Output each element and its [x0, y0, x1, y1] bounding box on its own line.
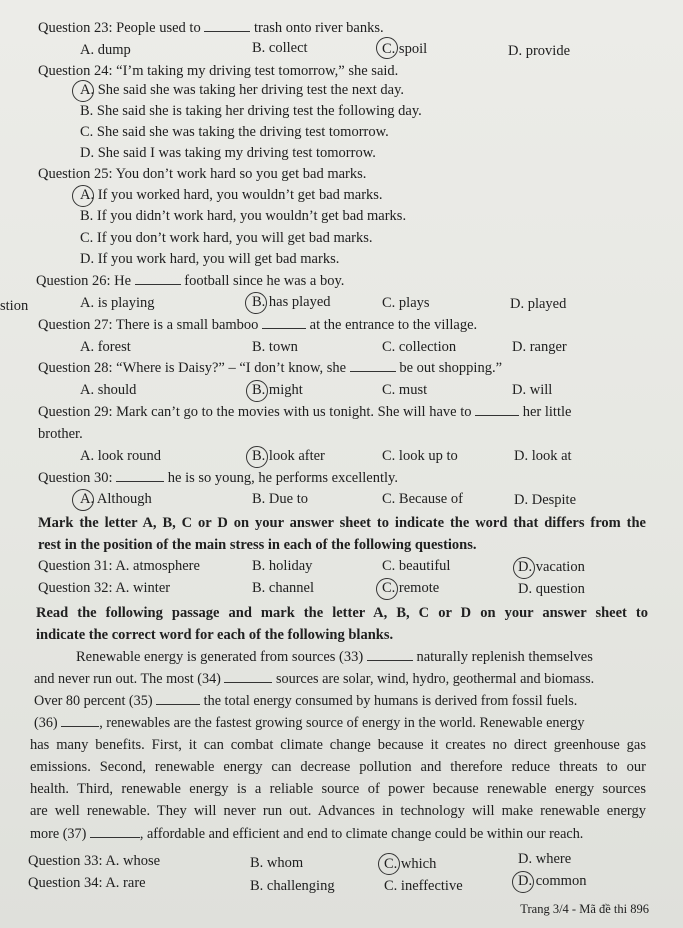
- q26-blank: [135, 272, 181, 285]
- q23-option-a[interactable]: A. dump: [80, 42, 131, 58]
- q34-label[interactable]: Question 34: A. rare: [28, 875, 146, 891]
- q30-option-a[interactable]: A. Although: [80, 491, 152, 507]
- q26-option-b[interactable]: B. has played: [252, 294, 331, 310]
- q32-answer-circle: [376, 578, 398, 600]
- q31-label[interactable]: Question 31: A. atmosphere: [38, 558, 200, 574]
- blank-37: [90, 825, 140, 838]
- q32-option-b[interactable]: B. channel: [252, 580, 315, 596]
- passage-line-8: are well renewable. They will never run out. Advances in technology will make renewable energy: [30, 803, 646, 819]
- q28-stem: Question 28: “Where is Daisy?” – “I don’t know, she be out shopping.”: [38, 360, 503, 376]
- q29-blank: [475, 403, 519, 416]
- q26-stem: Question 26: He football since he was a boy.: [36, 273, 345, 289]
- passage-line-1: Renewable energy is generated from sources (33) naturally replenish themselves: [76, 649, 593, 665]
- q25-option-a[interactable]: A. If you worked hard, you wouldn’t get bad marks.: [80, 187, 383, 203]
- q26-option-d[interactable]: D. played: [510, 296, 567, 312]
- q28-option-c[interactable]: C. must: [382, 382, 428, 398]
- q29-option-c[interactable]: C. look up to: [382, 448, 458, 464]
- q31-option-b[interactable]: B. holiday: [252, 558, 313, 574]
- passage-instruction-line-2: indicate the correct word for each of the following blanks.: [36, 627, 394, 643]
- q29-option-d[interactable]: D. look at: [514, 448, 572, 464]
- blank-35: [156, 692, 200, 705]
- passage-line-4: (36) , renewables are the fastest growing source of energy in the world. Renewable energy: [34, 715, 585, 731]
- q24-answer-circle: [72, 80, 94, 102]
- q30-answer-circle: [72, 489, 94, 511]
- q32-option-d[interactable]: D. question: [518, 581, 585, 597]
- q26-option-c[interactable]: C. plays: [382, 295, 430, 311]
- q30-stem: Question 30: he is so young, he performs excellently.: [38, 470, 398, 486]
- q31-answer-circle: [513, 557, 535, 579]
- q33-answer-circle: [378, 853, 400, 875]
- passage-instruction-line-1: Read the following passage and mark the letter A, B, C or D on your answer sheet to: [36, 605, 648, 621]
- blank-33: [367, 648, 413, 661]
- q34-option-b[interactable]: B. challenging: [250, 878, 335, 894]
- q34-answer-circle: [512, 871, 534, 893]
- q23-option-c[interactable]: C. spoil: [382, 41, 428, 57]
- q23-answer-circle: [376, 37, 398, 59]
- q24-option-d[interactable]: D. She said I was taking my driving test tomorrow.: [80, 145, 376, 161]
- blank-36: [61, 714, 99, 727]
- q28-answer-circle: [246, 380, 268, 402]
- q33-option-d[interactable]: D. where: [518, 851, 572, 867]
- q28-option-a[interactable]: A. should: [80, 382, 137, 398]
- q30-option-b[interactable]: B. Due to: [252, 491, 308, 507]
- q23-stem: Question 23: People used to trash onto river banks.: [38, 20, 384, 36]
- blank-34: [224, 670, 272, 683]
- q29-option-a[interactable]: A. look round: [80, 448, 161, 464]
- q24-stem: Question 24: “I’m taking my driving test tomorrow,” she said.: [38, 63, 399, 79]
- q30-option-d[interactable]: D. Despite: [514, 492, 577, 508]
- q23-blank: [204, 19, 250, 32]
- q30-blank: [116, 469, 164, 482]
- passage-line-2: and never run out. The most (34) sources are solar, wind, hydro, geothermal and biomass.: [34, 671, 595, 687]
- q29-stem-continued: brother.: [38, 426, 83, 442]
- q26-answer-circle: [245, 292, 267, 314]
- q25-option-b[interactable]: B. If you didn’t work hard, you wouldn’t get bad marks.: [80, 208, 407, 224]
- q26-option-a[interactable]: A. is playing: [80, 295, 155, 311]
- q23-option-d[interactable]: D. provide: [508, 43, 571, 59]
- q31-option-d[interactable]: D. vacation: [518, 559, 585, 575]
- q25-option-c[interactable]: C. If you don’t work hard, you will get bad marks.: [80, 230, 373, 246]
- q27-stem: Question 27: There is a small bamboo at the entrance to the village.: [38, 317, 478, 333]
- q29-stem: Question 29: Mark can’t go to the movies with us tonight. She will have to her little: [38, 404, 572, 420]
- passage-line-3: Over 80 percent (35) the total energy consumed by humans is derived from fossil fuels.: [34, 693, 578, 709]
- q27-option-a[interactable]: A. forest: [80, 339, 131, 355]
- q33-option-b[interactable]: B. whom: [250, 855, 304, 871]
- passage-line-5: has many benefits. First, it can combat climate change because it creates no direct greenhouse gas: [30, 737, 646, 753]
- passage-line-6: emissions. Second, renewable energy can decrease pollution and therefore reduce threats to our: [30, 759, 646, 775]
- q34-option-c[interactable]: C. ineffective: [384, 878, 463, 894]
- q24-option-a[interactable]: A. She said she was taking her driving test the next day.: [80, 82, 405, 98]
- passage-line-9: more (37) , affordable and efficient and end to climate change could be within our reach.: [30, 826, 584, 842]
- q24-option-c[interactable]: C. She said she was taking the driving test tomorrow.: [80, 124, 389, 140]
- q24-option-b[interactable]: B. She said she is taking her driving test the following day.: [80, 103, 422, 119]
- q29-option-b[interactable]: B. look after: [252, 448, 325, 464]
- stress-instruction-line-2: rest in the position of the main stress in each of the following questions.: [38, 537, 477, 553]
- q30-option-c[interactable]: C. Because of: [382, 491, 463, 507]
- q34-option-d[interactable]: D. common: [518, 873, 587, 889]
- q28-blank: [350, 359, 396, 372]
- q28-option-d[interactable]: D. will: [512, 382, 553, 398]
- q25-stem: Question 25: You don’t work hard so you get bad marks.: [38, 166, 367, 182]
- q33-label[interactable]: Question 33: A. whose: [28, 853, 161, 869]
- q27-blank: [262, 316, 306, 329]
- q31-option-c[interactable]: C. beautiful: [382, 558, 451, 574]
- stress-instruction-line-1: Mark the letter A, B, C or D on your answer sheet to indicate the word that differs from the: [38, 515, 646, 531]
- q32-label[interactable]: Question 32: A. winter: [38, 580, 171, 596]
- cut-off-margin-text: stion: [0, 298, 29, 314]
- q25-option-d[interactable]: D. If you work hard, you will get bad marks.: [80, 251, 340, 267]
- q28-option-b[interactable]: B. might: [252, 382, 303, 398]
- q29-answer-circle: [246, 446, 268, 468]
- passage-line-7: health. Third, renewable energy is a reliable source of power because renewable energy sources: [30, 781, 646, 797]
- q27-option-c[interactable]: C. collection: [382, 339, 457, 355]
- q23-option-b[interactable]: B. collect: [252, 40, 308, 56]
- q27-option-d[interactable]: D. ranger: [512, 339, 567, 355]
- page-footer: Trang 3/4 - Mã đề thi 896: [520, 902, 649, 916]
- q27-option-b[interactable]: B. town: [252, 339, 298, 355]
- q32-option-c[interactable]: C. remote: [382, 580, 440, 596]
- q33-option-c[interactable]: C. which: [384, 856, 437, 872]
- q25-answer-circle: [72, 185, 94, 207]
